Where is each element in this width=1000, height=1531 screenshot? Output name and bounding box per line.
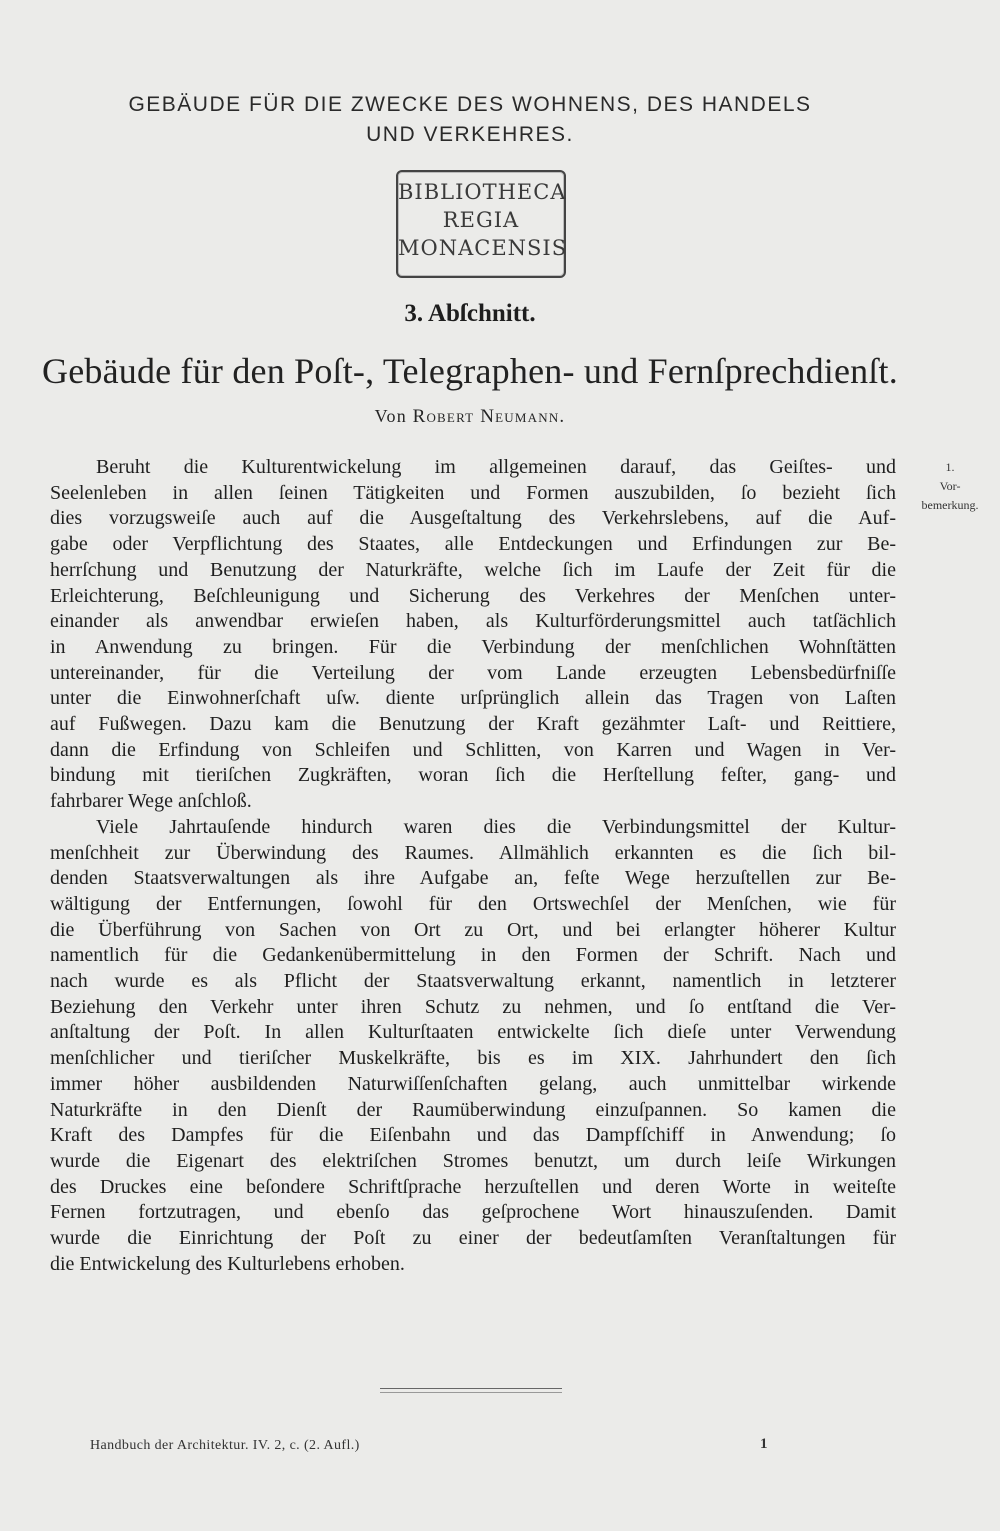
running-header [40, 90, 900, 150]
text-line: des Druckes eine beſondere Schriftſprache herzuſtellen und deren Worte in weiteſte [50, 1175, 896, 1198]
text-line: wurde die Eigenart des elektriſchen Stromes benutzt, um durch leiſe Wirkungen [50, 1149, 896, 1172]
text-line: anſtaltung der Poſt. In allen Kulturſtaaten entwickelte ſich dieſe unter Verwendung [50, 1021, 896, 1044]
text-line: Erleichterung, Beſchleunigung und Sicherung des Verkehres der Menſchen unter- [50, 584, 896, 607]
text-line: auf Fußwegen. Dazu kam die Benutzung der Kraft gezähmter Laſt- und Reittiere, [50, 713, 896, 736]
text-line: bindung mit tieriſchen Zugkräften, woran ſich die Herſtellung feſter, gang- und [50, 764, 896, 787]
text-line: denden Staatsverwaltungen als ihre Aufgabe an, feſte Wege herzuſtellen zur Be- [50, 867, 896, 890]
text-line: Beruht die Kulturentwickelung im allgemeinen darauf, das Geiſtes- und [96, 456, 896, 478]
section-divider [380, 1388, 562, 1393]
text-line: dies vorzugsweiſe auch auf die Ausgeſtaltung des Verkehrslebens, auf die Auf- [50, 507, 896, 530]
margin-note [906, 458, 994, 515]
header-line-2: UND VERKEHRES. [366, 123, 574, 146]
library-stamp [396, 170, 566, 278]
body-text [50, 455, 896, 1278]
text-line: unter die Einwohnerſchaft uſw. diente urſprünglich allein das Tragen von Laſten [50, 687, 896, 710]
header-line-1: GEBÄUDE FÜR DIE ZWECKE DES WOHNENS, DES HANDELS [128, 93, 812, 116]
text-line: einander als anwendbar erwieſen haben, als Kulturförderungsmittel auch tatſächlich [50, 610, 896, 633]
text-line: dann die Erfindung von Schleifen und Schlitten, von Karren und Wagen in Ver- [50, 738, 896, 761]
text-line: gabe oder Verpflichtung des Staates, alle Entdeckungen und Erfindungen zur Be- [50, 533, 896, 556]
text-line: nach wurde es als Pflicht der Staatsverwaltung erkannt, namentlich in letzterer [50, 970, 896, 993]
text-line: Beziehung den Verkehr unter ihren Schutz zu nehmen, und ſo entſtand die Ver- [50, 995, 896, 1018]
text-line: Naturkräfte in den Dienſt der Raumüberwindung einzuſpannen. So kamen die [50, 1098, 896, 1121]
stamp-line-2: REGIA [442, 208, 520, 232]
section-number: 3. Abſchnitt. [404, 300, 536, 327]
text-line: menſchheit zur Überwindung des Raumes. Allmählich erkannten es die ſich bil- [50, 841, 896, 864]
text-line: menſchlicher und tieriſcher Muskelkräfte, bis es im XIX. Jahrhundert den ſich [50, 1047, 896, 1070]
paragraph-2 [50, 815, 896, 1278]
chapter-title: Gebäude für den Poſt-, Telegraphen- und Fernſprechdienſt. [42, 351, 898, 391]
margin-note-line-1: Vor- [939, 479, 961, 493]
text-line: wurde die Einrichtung der Poſt zu einer der bedeutſamſten Veranſtaltungen für [50, 1227, 896, 1250]
text-line: Kraft des Dampfes für die Eiſenbahn und das Dampfſchiff in Anwendung; ſo [50, 1124, 896, 1147]
text-line: fahrbarer Wege anſchloß. [50, 790, 252, 813]
text-line: in Anwendung zu bringen. Für die Verbindung der menſchlichen Wohnſtätten [50, 635, 896, 658]
stamp-line-1: BIBLIOTHECA [398, 180, 567, 204]
text-line: die Überführung von Sachen von Ort zu Ort, und bei erlangter höherer Kultur [50, 918, 896, 941]
footer-citation: Handbuch der Architektur. IV. 2, c. (2. Aufl.) [90, 1438, 360, 1453]
stamp-line-3: MONACENSIS [398, 236, 568, 260]
text-line: Fernen fortzutragen, und ebenſo das geſprochene Wort hinauszuſenden. Damit [50, 1201, 896, 1224]
author-name: Robert Neumann. [412, 406, 566, 427]
text-line: herrſchung und Benutzung der Naturkräfte, welche ſich im Laufe der Zeit für die [50, 558, 896, 581]
text-line: die Entwickelung des Kulturlebens erhoben. [50, 1252, 405, 1275]
margin-note-number: 1. [945, 460, 955, 474]
text-line: wältigung der Entfernungen, ſowohl für den Ortswechſel der Menſchen, wie für [50, 892, 896, 915]
margin-note-line-2: bemerkung. [921, 498, 979, 512]
text-line: untereinander, für die Verteilung der vom Lande erzeugten Lebensbedürfniſſe [50, 661, 896, 684]
text-line: Viele Jahrtauſende hindurch waren dies die Verbindungsmittel der Kultur- [96, 815, 896, 838]
author-line [220, 406, 720, 428]
text-line: immer höher ausbildenden Naturwiſſenſchaften gelang, auch unmittelbar wirkende [50, 1072, 896, 1095]
text-line: Seelenleben in allen ſeinen Tätigkeiten und Formen auszubilden, ſo bezieht ſich [50, 481, 896, 504]
page-number: 1 [760, 1436, 768, 1452]
paragraph-1 [50, 455, 896, 815]
author-prefix: Von [374, 406, 407, 426]
text-line: namentlich für die Gedankenübermittelung in den Formen der Schrift. Nach und [50, 944, 896, 967]
